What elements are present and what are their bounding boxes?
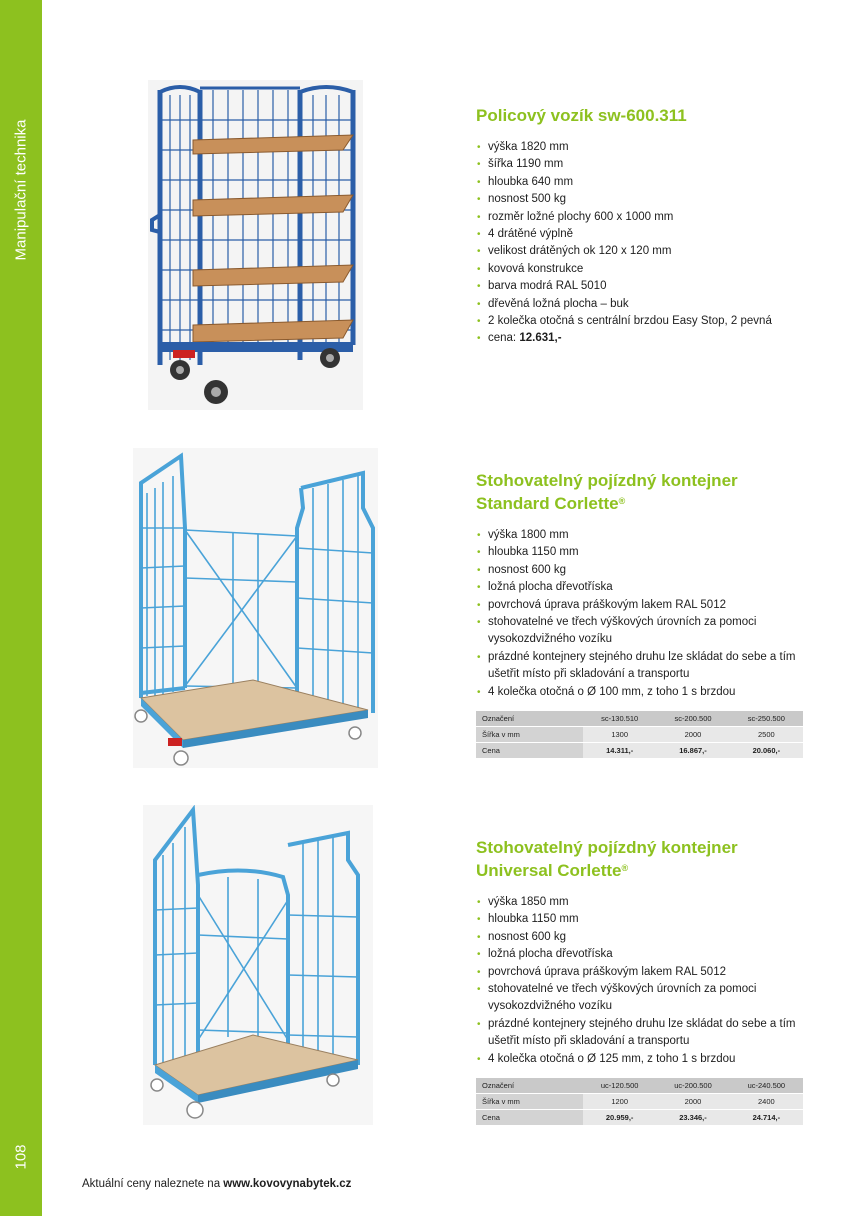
product-title [476, 836, 816, 882]
spec-item: • nosnost 500 kg [476, 191, 816, 208]
price-value: 12.631,- [519, 332, 562, 345]
spec-item: • velikost drátěných ok 120 x 120 mm [476, 243, 816, 260]
table-cell: Cena [476, 743, 583, 759]
spec-item: • rozměr ložné plochy 600 x 1000 mm [476, 209, 816, 226]
table-cell: sc-130.510 [583, 711, 656, 727]
footer-note [82, 1178, 351, 1190]
footer-text: Aktuální ceny naleznete na [82, 1178, 224, 1190]
table-cell: 20.060,- [730, 743, 803, 759]
spec-item: • nosnost 600 kg [476, 929, 816, 946]
spec-item: • stohovatelné ve třech výškových úrovních za pomoci vysokozdvižného vozíku [476, 981, 816, 1016]
spec-item: • hloubka 1150 mm [476, 544, 816, 561]
title-line-1: Stohovatelný pojízdný kontejner [476, 838, 738, 857]
table-row [476, 711, 803, 727]
table-cell: 23.346,- [656, 1110, 729, 1126]
table-cell: uc-120.500 [583, 1078, 656, 1094]
shelf-cart-info [476, 104, 816, 348]
table-cell: uc-240.500 [730, 1078, 803, 1094]
spec-item: • 4 kolečka otočná o Ø 125 mm, z toho 1 s brzdou [476, 1051, 816, 1068]
spec-item: • 4 drátěné výplně [476, 226, 816, 243]
spec-item: • výška 1820 mm [476, 139, 816, 156]
footer-link[interactable]: www.kovovynabytek.cz [223, 1178, 352, 1190]
table-cell: 2500 [730, 727, 803, 743]
spec-item: • šířka 1190 mm [476, 156, 816, 173]
spec-item: • dřevěná ložná plocha – buk [476, 296, 816, 313]
registered-mark: ® [621, 863, 629, 873]
spec-item: • kovová konstrukce [476, 261, 816, 278]
spec-item: • výška 1850 mm [476, 894, 816, 911]
spec-item: • povrchová úprava práškovým lakem RAL 5012 [476, 964, 816, 981]
spec-price [476, 330, 816, 347]
shelf-cart-image [148, 80, 363, 410]
table-cell: Šířka v mm [476, 1094, 583, 1110]
title-line-1: Stohovatelný pojízdný kontejner [476, 471, 738, 490]
spec-item: • barva modrá RAL 5010 [476, 278, 816, 295]
spec-list [476, 527, 816, 701]
spec-list [476, 894, 816, 1068]
title-line-2: Universal Corlette [476, 861, 622, 880]
table-cell: 2400 [730, 1094, 803, 1110]
spec-item: • 4 kolečka otočná o Ø 100 mm, z toho 1 s brzdou [476, 684, 816, 701]
table-cell: Šířka v mm [476, 727, 583, 743]
title-line-2: Standard Corlette [476, 494, 619, 513]
spec-item: • hloubka 1150 mm [476, 911, 816, 928]
price-table [476, 711, 803, 759]
table-cell: Cena [476, 1110, 583, 1126]
table-cell: 1300 [583, 727, 656, 743]
spec-item: • stohovatelné ve třech výškových úrovních za pomoci vysokozdvižného vozíku [476, 614, 816, 649]
table-cell: sc-200.500 [656, 711, 729, 727]
table-cell: Označení [476, 1078, 583, 1094]
product-title [476, 469, 816, 515]
universal-corlette-info [476, 836, 816, 1126]
spec-item: • povrchová úprava práškovým lakem RAL 5012 [476, 597, 816, 614]
table-row [476, 1078, 803, 1094]
standard-corlette-image [133, 448, 378, 768]
table-cell: 20.959,- [583, 1110, 656, 1126]
universal-corlette-image [143, 805, 373, 1125]
table-row [476, 727, 803, 743]
registered-mark: ® [618, 496, 626, 506]
spec-item: • ložná plocha dřevotříska [476, 579, 816, 596]
product-title: Policový vozík sw-600.311 [476, 106, 687, 125]
table-cell: 14.311,- [583, 743, 656, 759]
table-cell: 16.867,- [656, 743, 729, 759]
table-cell: Označení [476, 711, 583, 727]
table-cell: 2000 [656, 727, 729, 743]
standard-corlette-info [476, 469, 816, 759]
section-title: Manipulační technika [12, 119, 30, 261]
spec-item: • hloubka 640 mm [476, 174, 816, 191]
table-cell: uc-200.500 [656, 1078, 729, 1094]
table-row [476, 1110, 803, 1126]
table-cell: 24.714,- [730, 1110, 803, 1126]
table-row [476, 743, 803, 759]
spec-list [476, 139, 816, 348]
spec-item: • prázdné kontejnery stejného druhu lze skládat do sebe a tím ušetřit místo při skladování a transportu [476, 1016, 816, 1051]
page-number: 108 [12, 1144, 30, 1170]
spec-item: • ložná plocha dřevotříska [476, 946, 816, 963]
spec-item: • prázdné kontejnery stejného druhu lze skládat do sebe a tím ušetřit místo při skladování a transportu [476, 649, 816, 684]
table-row [476, 1094, 803, 1110]
spec-item: • výška 1800 mm [476, 527, 816, 544]
spec-item: • nosnost 600 kg [476, 562, 816, 579]
spec-item: • 2 kolečka otočná s centrální brzdou Easy Stop, 2 pevná [476, 313, 816, 330]
price-table [476, 1078, 803, 1126]
table-cell: 2000 [656, 1094, 729, 1110]
price-label: cena: [488, 332, 517, 345]
table-cell: sc-250.500 [730, 711, 803, 727]
table-cell: 1200 [583, 1094, 656, 1110]
